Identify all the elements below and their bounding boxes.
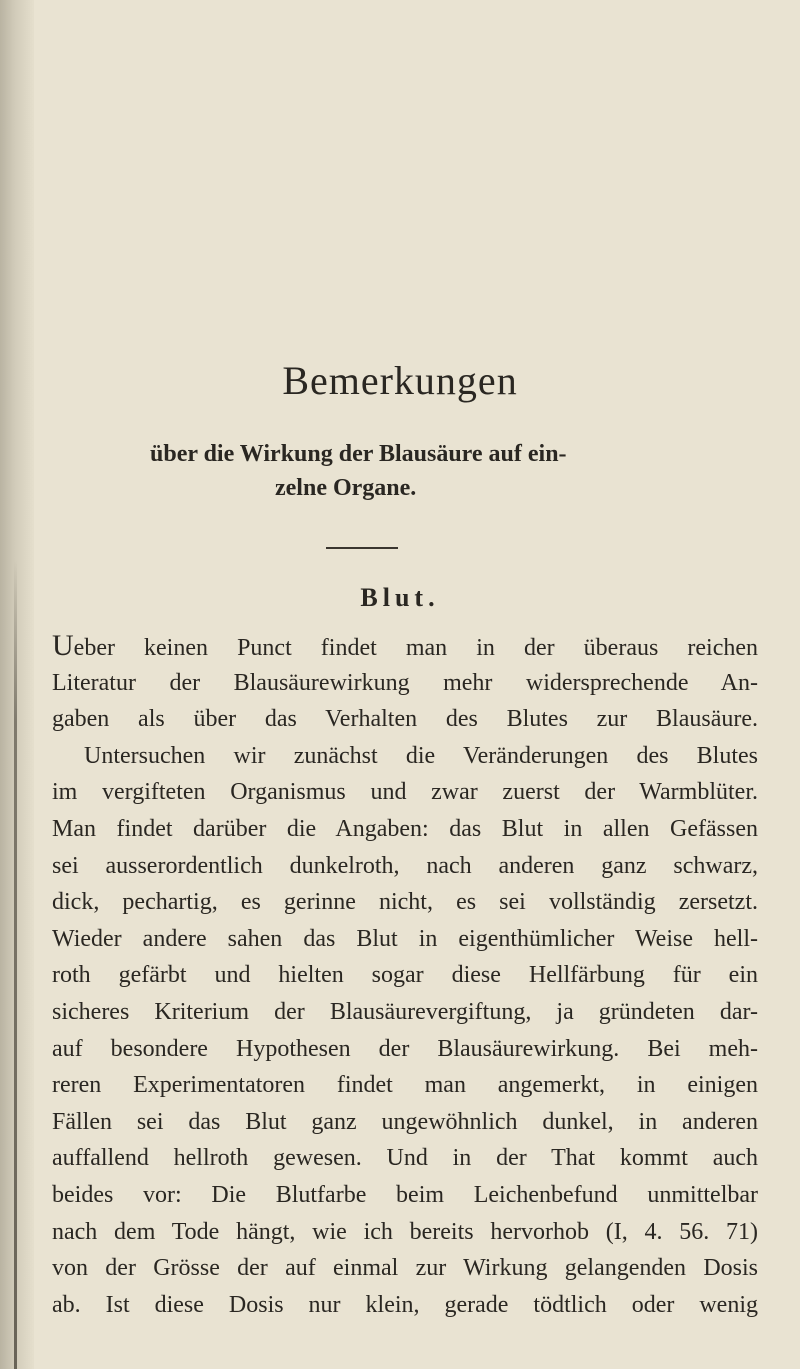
subtitle-line-2: zelne Organe. — [275, 475, 417, 501]
body-line-2: Literatur der Blausäurewirkung mehr widersprechende An- — [52, 669, 758, 696]
body-line-10: roth gefärbt und hielten sogar diese Hellfärbung für ein — [52, 962, 758, 989]
body-line-9: Wieder andere sahen das Blut in eigenthümlicher Weise hell- — [52, 925, 758, 952]
body-line-17: nach dem Tode hängt, wie ich bereits hervorhob (I, 4. 56. 71) — [52, 1218, 758, 1245]
body-line-16: beides vor: Die Blutfarbe beim Leichenbefund unmittelbar — [52, 1181, 758, 1208]
body-line-19: ab. Ist diese Dosis nur klein, gerade tödtlich oder wenig — [52, 1291, 758, 1318]
subtitle-line-1: über die Wirkung der Blausäure auf ein- — [150, 441, 567, 467]
section-divider — [326, 547, 398, 549]
body-line-4: Untersuchen wir zunächst die Veränderungen des Blutes — [84, 742, 758, 769]
initial-letter: U — [52, 629, 74, 662]
body-line-8: dick, pechartig, es gerinne nicht, es sei vollständig zersetzt. — [52, 889, 758, 916]
body-line-12: auf besondere Hypothesen der Blausäurewirkung. Bei meh- — [52, 1035, 758, 1062]
section-heading: Blut. — [360, 583, 440, 612]
body-line-5: im vergifteten Organismus und zwar zuerst der Warmblüter. — [52, 779, 758, 806]
body-line-1: Ueber keinen Punct findet man in der überaus reichen — [52, 629, 758, 662]
body-line-18: von der Grösse der auf einmal zur Wirkung gelangenden Dosis — [52, 1255, 758, 1282]
page-subtitle — [150, 437, 670, 505]
body-line-3: gaben als über das Verhalten des Blutes zur Blausäure. — [52, 706, 758, 733]
page-title: Bemerkungen — [282, 358, 518, 403]
body-line-7: sei ausserordentlich dunkelroth, nach anderen ganz schwarz, — [52, 852, 758, 879]
body-line-13: reren Experimentatoren findet man angemerkt, in einigen — [52, 1072, 758, 1099]
body-line-11: sicheres Kriterium der Blausäurevergiftung, ja gründeten dar- — [52, 998, 758, 1025]
body-line-15: auffallend hellroth gewesen. Und in der That kommt auch — [52, 1145, 758, 1172]
body-line-14: Fällen sei das Blut ganz ungewöhnlich dunkel, in anderen — [52, 1108, 758, 1135]
body-line-6: Man findet darüber die Angaben: das Blut in allen Gefässen — [52, 815, 758, 842]
body-text — [52, 628, 758, 1323]
